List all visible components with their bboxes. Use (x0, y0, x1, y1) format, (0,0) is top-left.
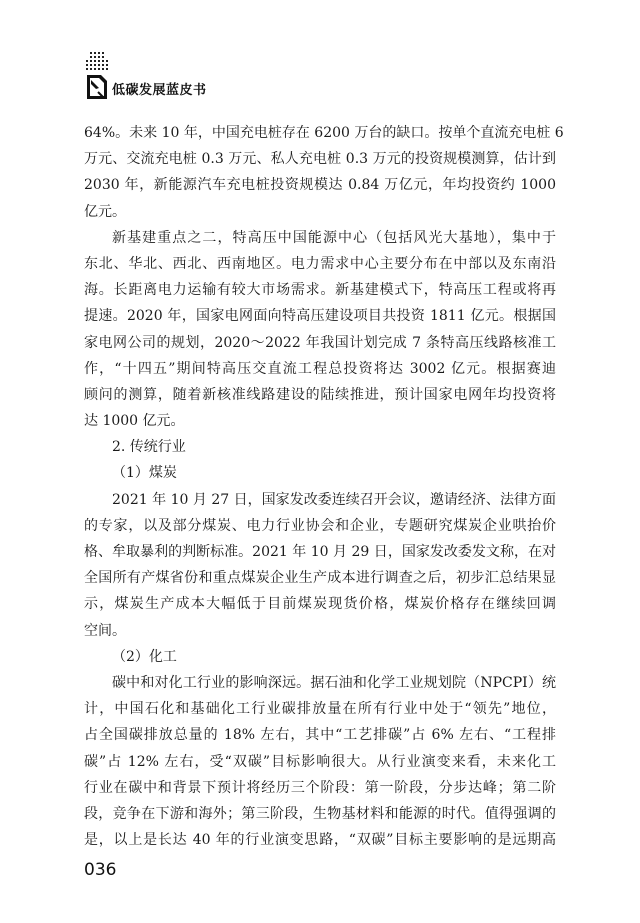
body-line: 东北、华北、西北、西南地区。电力需求中心主要分布在中部以及东南沿 (84, 255, 556, 272)
series-title: 低碳发展蓝皮书 (112, 83, 207, 98)
body-line: 新基建重点之二，特高压中国能源中心（包括风光大基地），集中于 (112, 229, 556, 246)
header-dot (94, 60, 96, 62)
body-line: 海。长距离电力运输有较大市场需求。新基建模式下，特高压工程或将再 (84, 282, 556, 299)
body-line: 家电网公司的规划，2020～2022 年我国计划完成 7 条特高压线路核准工 (84, 334, 556, 351)
page-body (84, 120, 564, 853)
body-line: 格、牟取暴利的判断标准。2021 年 10 月 29 日，国家发改委发文称，在对 (84, 544, 556, 560)
header-dot (86, 68, 88, 70)
header-dot (94, 56, 96, 58)
body-line: 作，“十四五”期间特高压交直流工程总投资将达 3002 亿元。根据赛迪 (84, 360, 556, 377)
header-dot (98, 52, 100, 54)
header-dot (94, 64, 96, 66)
header-dot (90, 52, 92, 54)
body-line: 段，竞争在下游和海外；第三阶段，生物基材料和能源的时代。值得强调的 (84, 805, 556, 822)
header-dot (94, 52, 96, 54)
header-dot-pattern (86, 52, 112, 74)
body-line: 达 1000 亿元。 (84, 413, 185, 430)
body-line: 示，煤炭生产成本大幅低于目前煤炭现货价格，煤炭价格存在继续回调 (84, 596, 556, 613)
header-dot (98, 60, 100, 62)
header-dot (106, 64, 108, 66)
header-dot (90, 64, 92, 66)
body-line: 万元、交流充电桩 0.3 万元、私人充电桩 0.3 万元的投资规模测算，估计到 (84, 151, 556, 168)
header-dot (106, 60, 108, 62)
body-line: 提速。2020 年，国家电网面向特高压建设项目共投资 1811 亿元。根据国 (84, 308, 556, 325)
subsection-heading: （2）化工 (112, 648, 177, 665)
body-line: 计，中国石化和基础化工行业碳排放量在所有行业中处于“领先”地位， (84, 701, 556, 718)
running-header (84, 52, 234, 108)
header-dot (94, 68, 96, 70)
header-dot (86, 64, 88, 66)
section-heading: 2. 传统行业 (112, 439, 186, 456)
header-dot (102, 60, 104, 62)
body-line: 全国所有产煤省份和重点煤炭企业生产成本进行调查之后，初步汇总结果显 (84, 570, 556, 587)
body-line: 亿元。 (84, 203, 126, 220)
header-dot (102, 56, 104, 58)
header-dot (102, 64, 104, 66)
header-dot (102, 52, 104, 54)
body-line: 的专家，以及部分煤炭、电力行业协会和企业，专题研究煤炭企业哄抬价 (84, 517, 556, 534)
header-dot (86, 60, 88, 62)
book-icon (84, 72, 110, 102)
header-dot (98, 64, 100, 66)
body-line: 是，以上是长达 40 年的行业演变思路，“双碳”目标主要影响的是远期高 (84, 832, 556, 849)
body-line: 2030 年，新能源汽车充电桩投资规模达 0.84 万亿元，年均投资约 1000 (84, 177, 556, 194)
header-dot (106, 68, 108, 70)
body-line: 占全国碳排放总量的 18% 左右，其中“工艺排碳”占 6% 左右、“工程排 (84, 727, 556, 744)
body-line: 碳中和对化工行业的影响深远。据石油和化学工业规划院（NPCPI）统 (112, 674, 556, 691)
body-line: 行业在碳中和背景下预计将经历三个阶段：第一阶段，分步达峰；第二阶 (84, 779, 556, 796)
body-line: 64%。未来 10 年，中国充电桩存在 6200 万台的缺口。按单个直流充电桩 6 (84, 125, 564, 141)
subsection-heading: （1）煤炭 (112, 465, 177, 482)
page-number: 036 (84, 860, 117, 880)
header-dot (90, 56, 92, 58)
body-line: 2021 年 10 月 27 日，国家发改委连续召开会议，邀请经济、法律方面 (112, 491, 556, 508)
header-dot (102, 68, 104, 70)
header-dot (90, 68, 92, 70)
header-dot (98, 68, 100, 70)
body-line: 顾问的测算，随着新核准线路建设的陆续推进，预计国家电网年均投资将 (84, 386, 556, 403)
header-dot (98, 56, 100, 58)
body-line: 空间。 (84, 622, 126, 639)
header-dot (90, 60, 92, 62)
body-line: 碳”占 12% 左右，受“双碳”目标影响很大。从行业演变来看，未来化工 (84, 753, 556, 770)
